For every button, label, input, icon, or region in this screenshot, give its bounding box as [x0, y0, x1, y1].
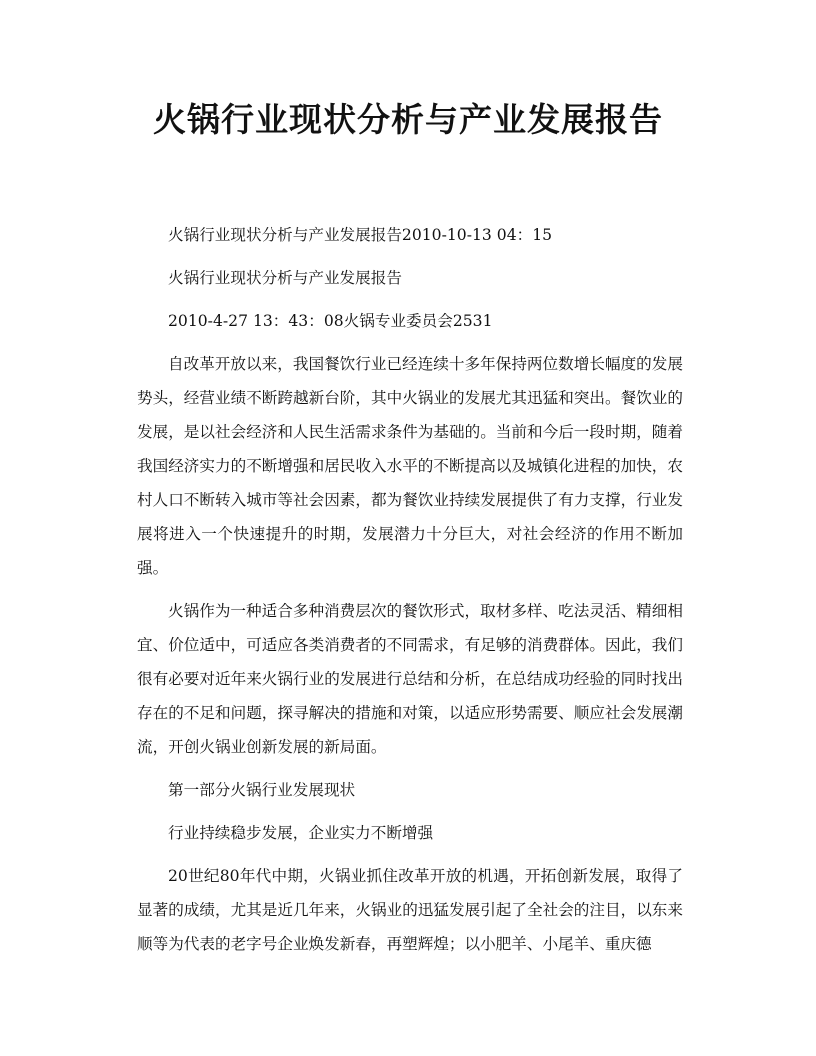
section-heading: 第一部分火锅行业发展现状 — [168, 781, 356, 799]
paragraph-history: 20世纪80年代中期，火锅业抓住改革开放的机遇，开拓创新发展，取得了显著的成绩，尤其是近几年来，火锅业的迅猛发展引起了全社会的注目，以东来顺等为代表的老字号企业焕发新春，再塑辉煌；以小肥羊、小尾羊、重庆德 — [137, 867, 683, 953]
paragraph-intro: 自改革开放以来，我国餐饮行业已经连续十多年保持两位数增长幅度的发展势头，经营业绩不断跨越新台阶，其中火锅业的发展尤其迅猛和突出。餐饮业的发展，是以社会经济和人民生活需求条件为基础的。当前和今后一段时期，随着我国经济实力的不断增强和居民收入水平的不断提高以及城镇化进程的加快，农村人口不断转入城市等社会因素，都为餐饮业持续发展提供了有力支撑，行业发展将进入一个快速提升的时期，发展潜力十分巨大，对社会经济的作用不断加强。 — [137, 355, 683, 577]
paragraph-subtitle: 火锅行业现状分析与产业发展报告 — [168, 269, 402, 287]
paragraph-source-header: 火锅行业现状分析与产业发展报告2010-10-13 04：15 — [168, 226, 553, 244]
document-body — [137, 218, 683, 970]
paragraph-hotpot-form: 火锅作为一种适合多种消费层次的餐饮形式，取材多样、吃法灵活、精细相宜、价位适中，可适应各类消费者的不同需求，有足够的消费群体。因此，我们很有必要对近年来火锅行业的发展进行总结和分析，在总结成功经验的同时找出存在的不足和问题，探寻解决的措施和对策，以适应形势需要、顺应社会发展潮流，开创火锅业创新发展的新局面。 — [137, 602, 683, 756]
paragraph-publish-info: 2010-4-27 13：43：08火锅专业委员会2531 — [168, 312, 493, 330]
subsection-heading: 行业持续稳步发展，企业实力不断增强 — [168, 824, 434, 842]
document-title: 火锅行业现状分析与产业发展报告 — [153, 100, 663, 139]
